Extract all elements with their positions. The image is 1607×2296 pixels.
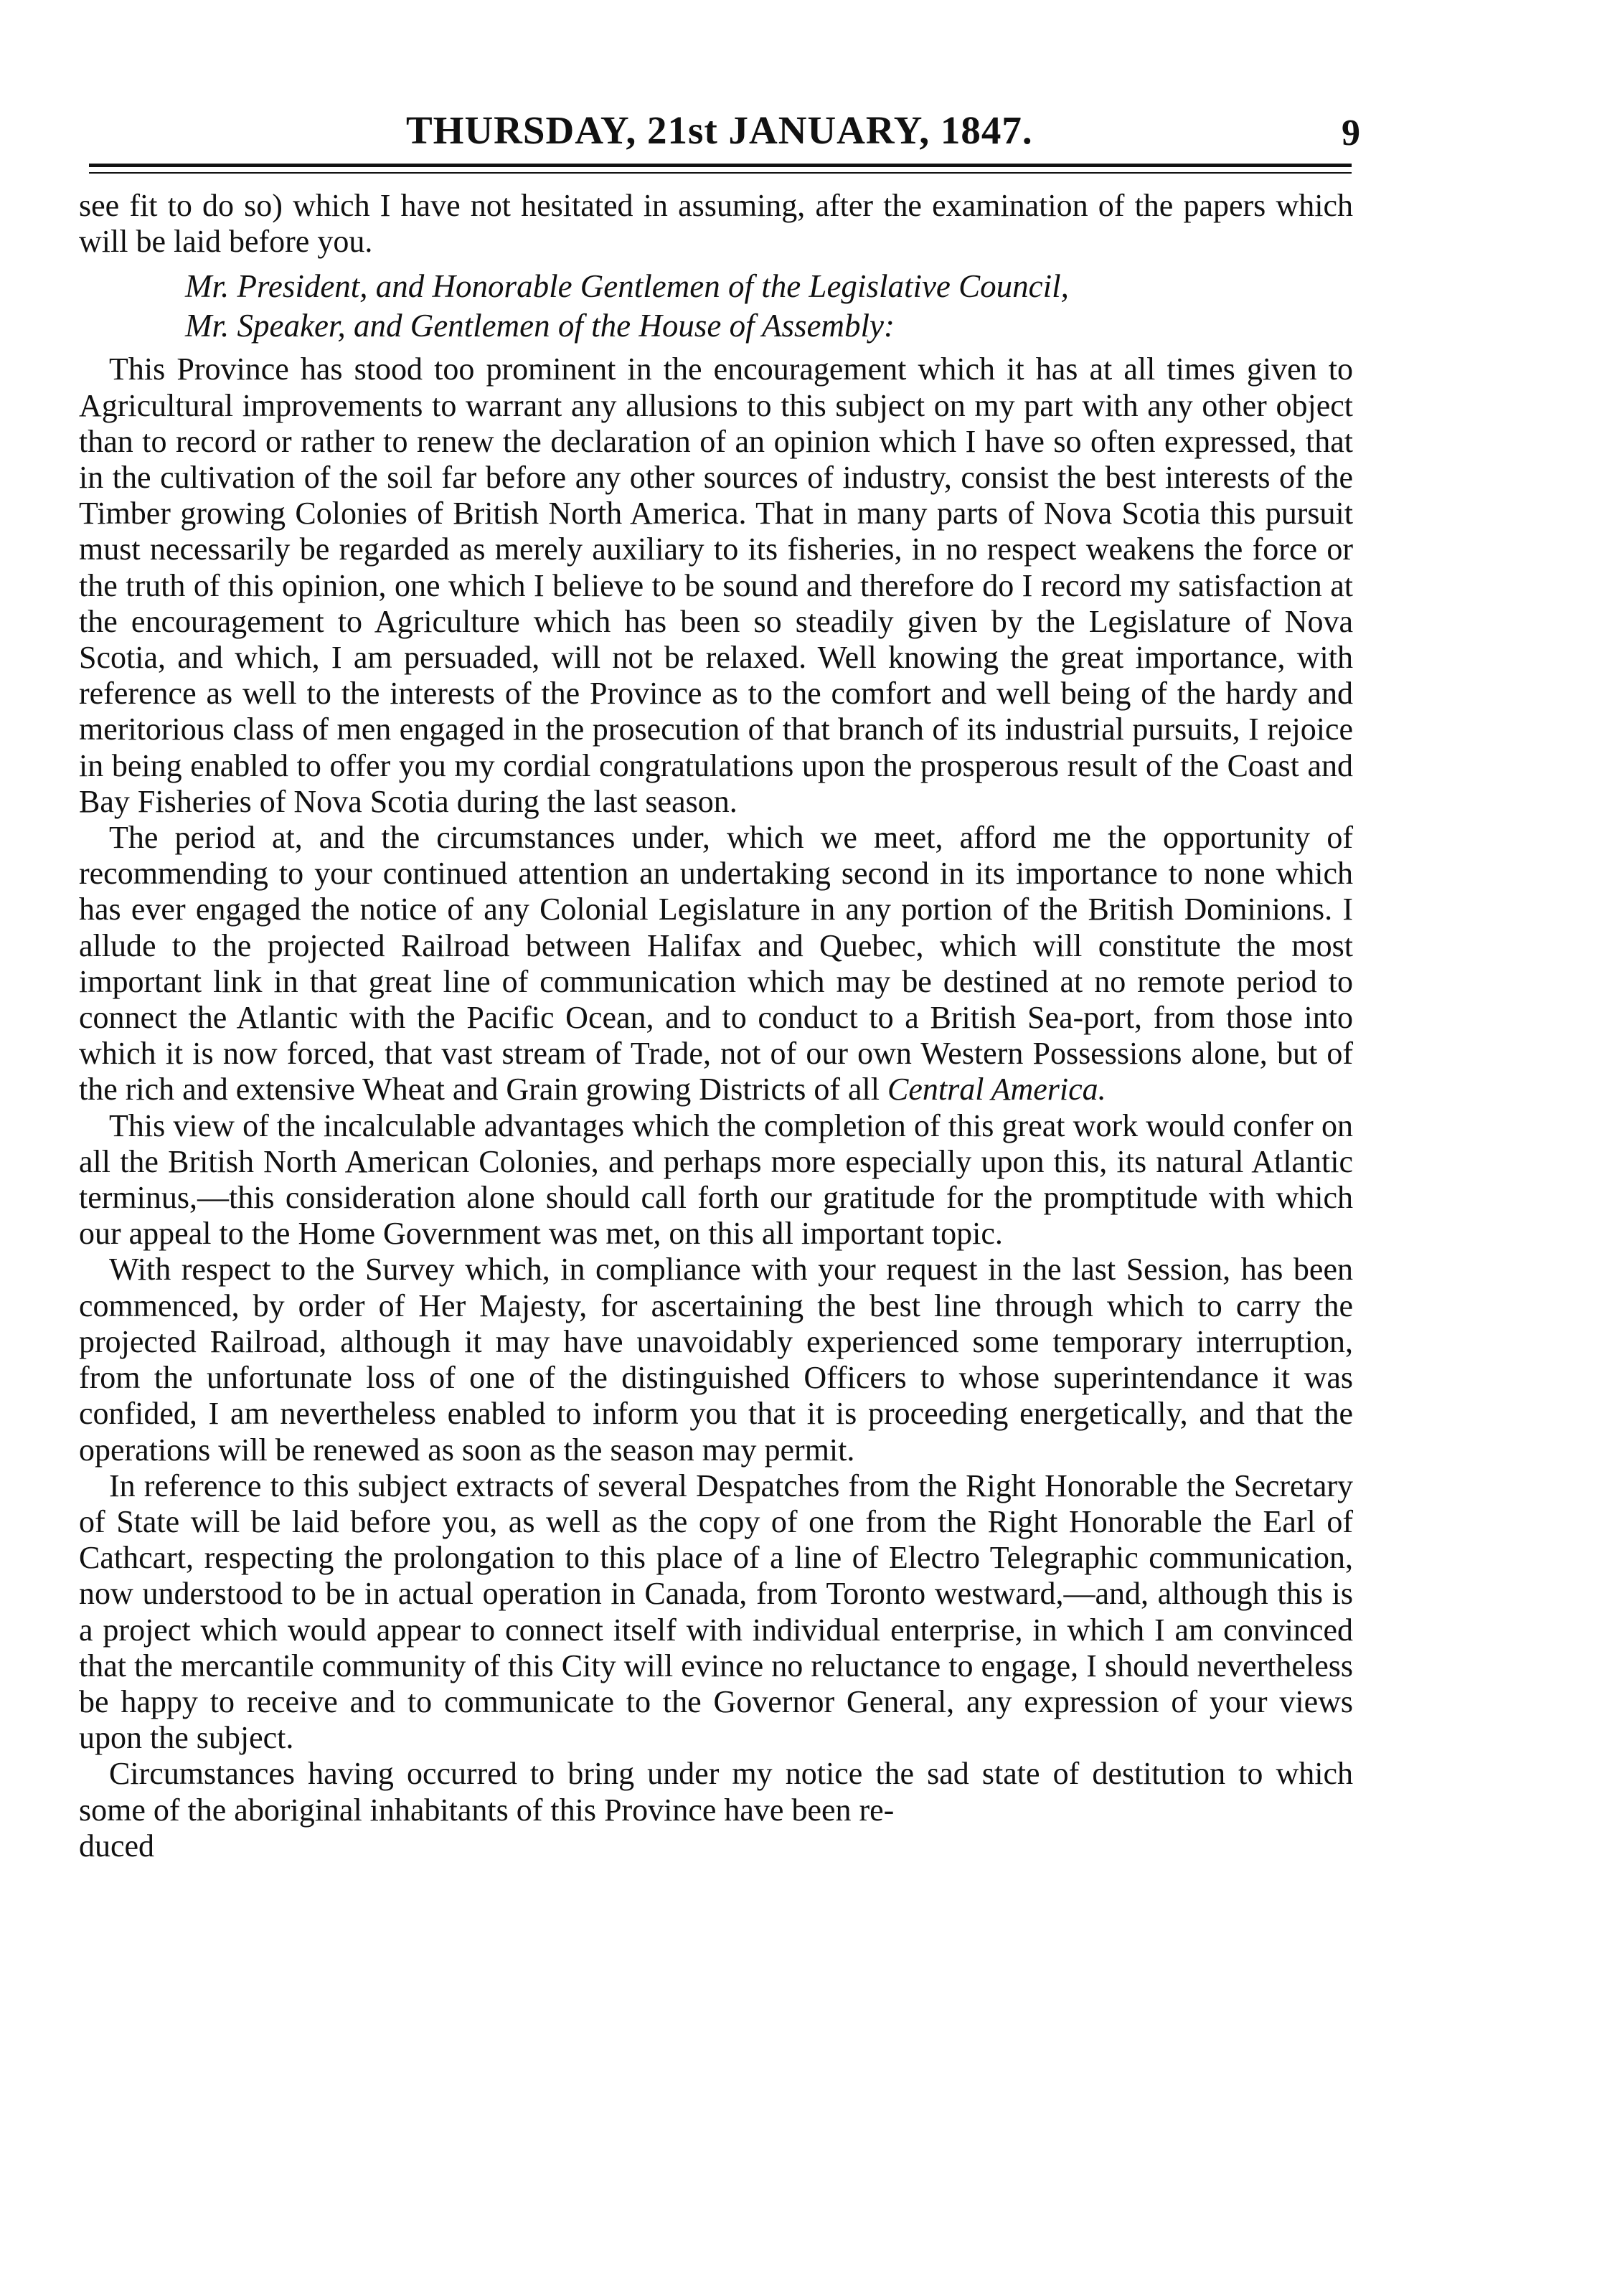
running-header [69, 108, 1360, 158]
header-rule-thick [89, 164, 1352, 167]
salutation-line-assembly: Mr. Speaker, and Gentlemen of the House of Assembly: [185, 308, 895, 344]
opening-fragment: see fit to do so) which I have not hesitated in assuming, after the examination of the papers which will be laid before you. [79, 188, 1353, 260]
paragraph-railroad-text: The period at, and the circumstances under, which we meet, afford me the opportunity of recommending to your continued attention an undertaking second in its importance to none which has ever engaged the notice of any Colonial Legislature in any portion of the British Dominions. I allude to the projected Railroad between Halifax and Quebec, which will constitute the most important link in that great line of communication which may be destined at no remote period to connect the Atlantic with the Pacific Ocean, and to conduct to a British Sea-port, from those into which it is now forced, that vast stream of Trade, not of our own Western Possessions alone, but of the rich and extensive Wheat and Grain growing Districts of all [79, 820, 1353, 1107]
page-number: 9 [1342, 113, 1360, 153]
paragraph-advantages: This view of the incalculable advantages which the completion of this great work would confer on all the British North American Colonies, and perhaps more especially upon this, its natural Atlantic terminus,—this consideration alone should call forth our gratitude for the promptitude with which our appeal to the Home Government was met, on this all important topic. [79, 1107, 1353, 1252]
header-rule-thin [89, 172, 1352, 174]
paragraph-agriculture: This Province has stood too prominent in the encouragement which it has at all times given to Agricultural improvements to warrant any allusions to this subject on my part with any other object than to record or rather to renew the declaration of an opinion which I have so often expressed, that in the cultivation of the soil far before any other sources of industry, consist the best interests of the Timber growing Colonies of British North America. That in many parts of Nova Scotia this pursuit must necessarily be regarded as merely auxiliary to its fisheries, in no respect weakens the force or the truth of this opinion, one which I believe to be sound and therefore do I record my satisfaction at the encouragement to Agriculture which has been so steadily given by the Legislature of Nova Scotia, and which, I am persuaded, will not be relaxed. Well knowing the great importance, with reference as well to the interests of the Province as to the comfort and well being of the hardy and meritorious class of men engaged in the prosecution of that branch of its industrial pursuits, I rejoice in being enabled to offer you my cordial congratulations upon the prosperous result of the Coast and Bay Fisheries of Nova Scotia during the last season. [79, 351, 1353, 819]
central-america-phrase: Central America. [887, 1072, 1106, 1107]
salutation-line-council: Mr. President, and Honorable Gentlemen of the Legislative Council, [185, 268, 1069, 305]
body-text [79, 188, 1353, 1864]
paragraph-telegraph: In reference to this subject extracts of several Despatches from the Right Honorable the Secretary of State will be laid before you, as well as the copy of one from the Right Honorable the Earl of Cathcart, respecting the prolongation to this place of a line of Electro Telegraphic communication, now understood to be in actual operation in Canada, from Toronto westward,—and, although this is a project which would appear to connect itself with individual enterprise, in which I am convinced that the mercantile community of this City will evince no reluctance to engage, I should nevertheless be happy to receive and to communicate to the Governor General, any expression of your views upon the subject. [79, 1468, 1353, 1756]
header-title: THURSDAY, 21st JANUARY, 1847. [406, 108, 1033, 152]
salutation [79, 267, 1353, 346]
paragraph-survey: With respect to the Survey which, in compliance with your request in the last Session, has been commenced, by order of Her Majesty, for ascertaining the best line through which to carry the projected Railroad, although it may have unavoidably experienced some temporary interruption, from the unfortunate loss of one of the distinguished Officers to whose superintendance it was confided, I am nevertheless enabled to inform you that it is proceeding energetically, and that the operations will be renewed as soon as the season may permit. [79, 1252, 1353, 1468]
catchword: duced [79, 1828, 155, 1863]
paragraph-railroad [79, 820, 1353, 1108]
paragraph-aboriginal: Circumstances having occurred to bring under my notice the sad state of destitution to which some of the aboriginal inhabitants of this Province have been re- [79, 1756, 1353, 1828]
